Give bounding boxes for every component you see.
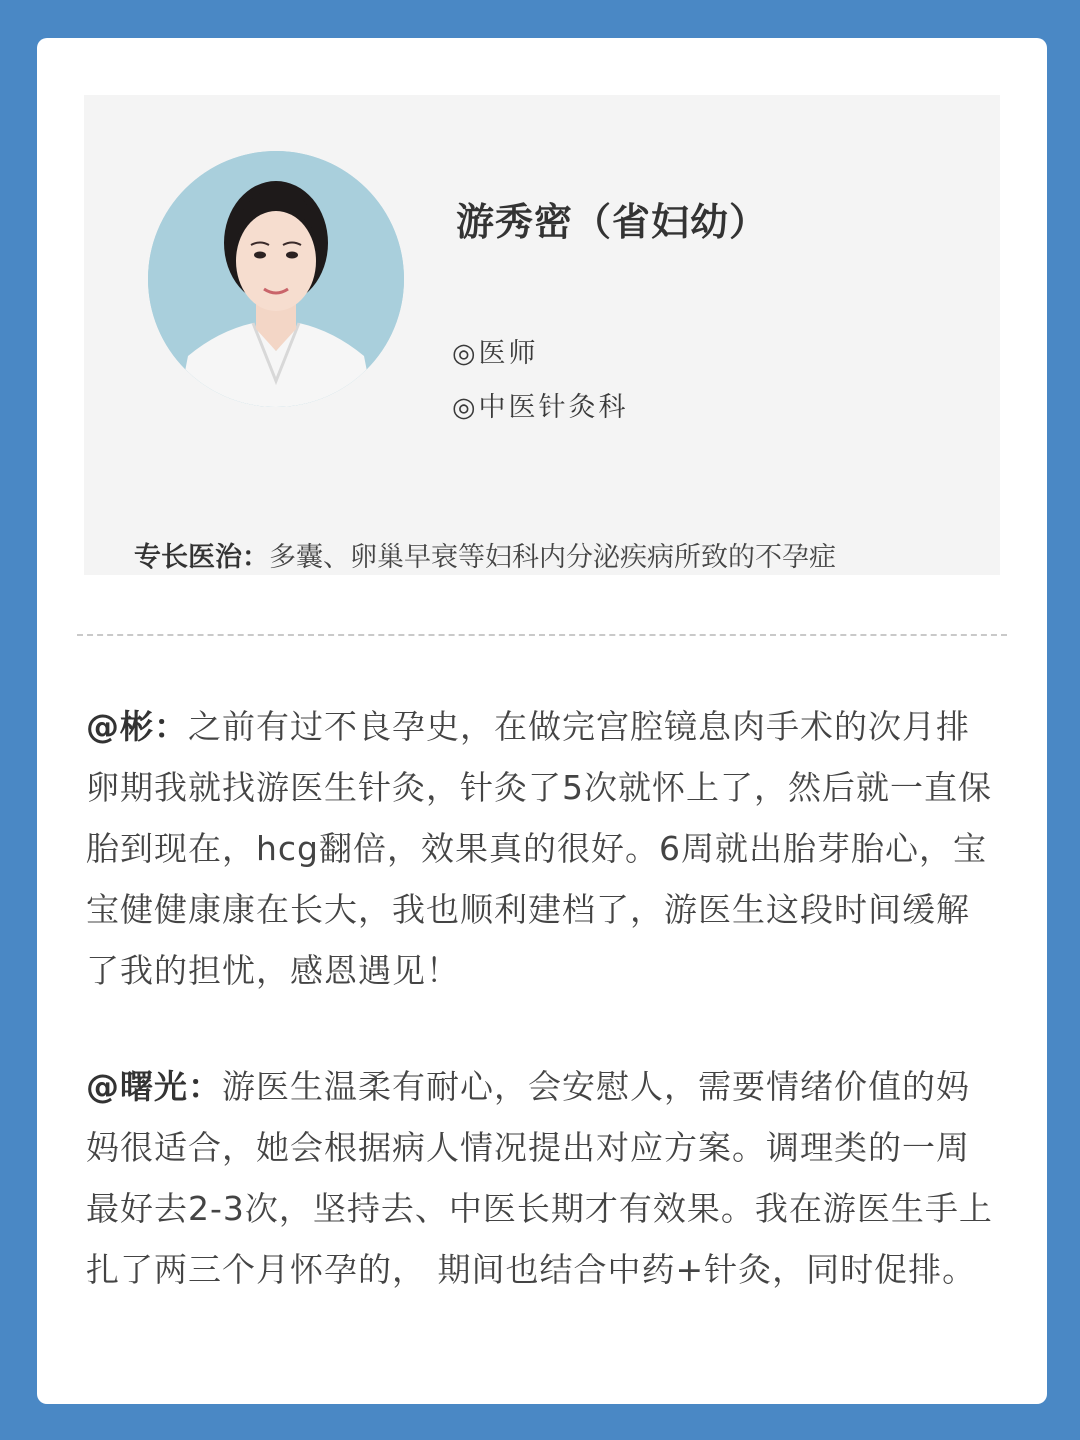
- specialty-text: 多囊、卵巢早衰等妇科内分泌疾病所致的不孕症: [269, 542, 836, 573]
- doctor-name: 游秀密（省妇幼）: [456, 200, 769, 244]
- review-item: [86, 696, 998, 1001]
- content-card: [37, 38, 1047, 1404]
- doctor-avatar: [148, 151, 404, 407]
- specialty-label: 专长医治：: [134, 542, 269, 573]
- doctor-department: ◎中医针灸科: [452, 392, 629, 423]
- review-author: @彬：: [86, 707, 188, 746]
- doctor-title: ◎医师: [452, 338, 539, 369]
- doctor-specialty: [134, 535, 836, 574]
- review-text: 游医生温柔有耐心，会安慰人，需要情绪价值的妈妈很适合，她会根据病人情况提出对应方案。调理类的一周最好去2-3次，坚持去、中医长期才有效果。我在游医生手上扎了两三个月怀孕的， 期间也结合中药+针灸，同时促排。: [86, 1067, 993, 1289]
- dashed-divider: [77, 634, 1007, 636]
- review-author: @曙光：: [86, 1067, 222, 1106]
- review-text: 之前有过不良孕史，在做完宫腔镜息肉手术的次月排卵期我就找游医生针灸，针灸了5次就怀上了，然后就一直保胎到现在，hcg翻倍，效果真的很好。6周就出胎芽胎心，宝宝健健康康在长大，我也顺利建档了，游医生这段时间缓解了我的担忧，感恩遇见！: [86, 707, 992, 990]
- doctor-profile: [84, 95, 1000, 575]
- review-item: [86, 1056, 998, 1300]
